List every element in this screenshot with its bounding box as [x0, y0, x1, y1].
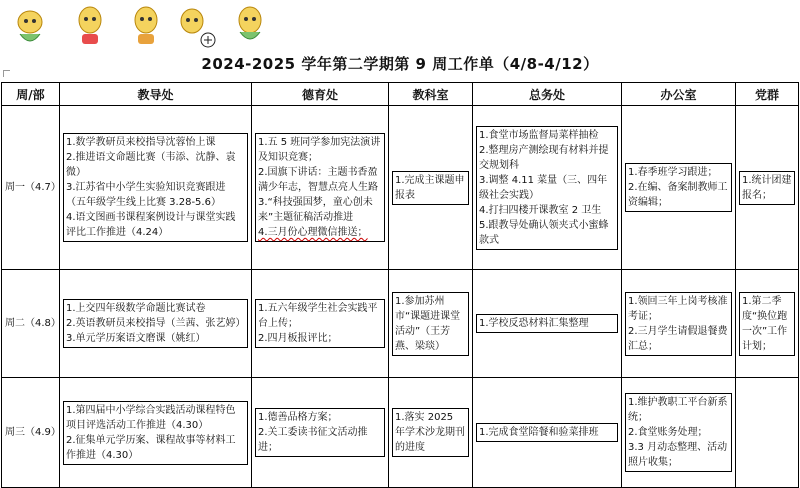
list-item: 1.德善品格方案； [258, 412, 338, 423]
list-item: 1.完成主课题申报表 [395, 174, 465, 201]
dangqun-cell [736, 378, 799, 488]
list-item: 2.国旗下讲话：主题书香盈满少年志，智慧点亮人生路 [258, 167, 378, 193]
header-bangong: 办公室 [622, 83, 736, 106]
list-item: 3.“科技强国梦，童心创未来”主题征稿活动推进 [258, 197, 373, 223]
header-jiaoke: 教科室 [389, 83, 473, 106]
jiaoke-cell [389, 106, 473, 270]
list-item: 1.食堂市场监督局菜样抽检 [479, 129, 599, 141]
header-row [2, 83, 799, 106]
list-item: 5.跟教导处确认领夹式小蜜蜂款式 [479, 219, 609, 246]
list-item: 1.学校反恐材料汇集整理 [479, 318, 589, 329]
list-item: 2.英语教研员来校指导（兰茜、张艺婷） [66, 318, 246, 329]
list-item: 1.春季班学习跟进； [628, 167, 718, 178]
dangqun-cell [736, 270, 799, 378]
zongwu-cell [473, 378, 622, 488]
week-cell: 周二（4.8） [2, 270, 60, 378]
header-zongwu: 总务处 [473, 83, 622, 106]
jiaodao-cell [60, 106, 252, 270]
list-item: 2.三月学生请假退餐费汇总； [628, 325, 728, 352]
dangqun-cell [736, 106, 799, 270]
list-item: 2.整理房产测绘现有材料并提交规划科 [479, 144, 609, 171]
bangong-cell [622, 378, 736, 488]
mascot-icon [18, 11, 42, 41]
list-item: 1.统计团建报名； [742, 174, 792, 201]
deyu-cell [252, 270, 389, 378]
list-item: 3.调整 4.11 菜量（三、四年级社会实践） [479, 174, 608, 201]
mascot-icon [239, 7, 261, 39]
zongwu-cell [473, 270, 622, 378]
list-item: 2.推进语文命题比赛（韦添、沈静、袁微） [66, 152, 236, 178]
jiaodao-cell [60, 270, 252, 378]
zongwu-cell [473, 106, 622, 270]
header-dangqun: 党群 [736, 83, 799, 106]
work-schedule-table [1, 82, 799, 488]
list-item: 4.打扫四楼开课教室 2 卫生 [479, 204, 602, 216]
mascot-icon [181, 9, 215, 47]
list-item: 1.第二季度“换位跑一次”工作计划； [742, 295, 788, 352]
list-item: 1.第四届中小学综合实践活动课程特色项目评选活动工作推进（4.30） [66, 404, 236, 431]
jiaoke-cell [389, 270, 473, 378]
jiaoke-cell [389, 378, 473, 488]
list-item: 4.语文图画书课程案例设计与课堂实践评比工作推进（4.24） [66, 212, 236, 238]
week-cell: 周一（4.7） [2, 106, 60, 270]
page-title: 2024-2025 学年第二学期第 9 周工作单（4/8-4/12） [201, 55, 599, 73]
header-deyu: 德育处 [252, 83, 389, 106]
list-item: 2.征集单元学历案、课程故事等材料工作推进（4.30） [66, 434, 236, 461]
list-item: 1.上交四年级数学命题比赛试卷 [66, 303, 206, 314]
bangong-cell [622, 270, 736, 378]
header-week: 周/部 [2, 83, 60, 106]
table-row [2, 106, 799, 270]
mascot-banner [6, 0, 296, 50]
list-item: 2.在编、备案制教师工资编辑； [628, 182, 728, 208]
table-row [2, 378, 799, 488]
margin-mark [3, 70, 10, 77]
bangong-cell [622, 106, 736, 270]
header-jiaodao: 教导处 [60, 83, 252, 106]
mascot-icon [135, 7, 157, 44]
list-item: 2.四月板报评比； [258, 333, 338, 344]
list-item: 3.单元学历案语文磨课（姚红） [66, 333, 206, 344]
deyu-cell [252, 106, 389, 270]
list-item: 2.关工委读书征文活动推进； [258, 427, 368, 453]
list-item: 1.完成食堂陪餐和验菜排班 [479, 427, 599, 438]
list-item: 1.落实 2025 年学术沙龙期刊的进度 [395, 412, 465, 453]
jiaodao-cell [60, 378, 252, 488]
list-item: 1.五六年级学生社会实践平台上传； [258, 303, 378, 329]
list-item: 3.3 月动态整理、活动照片收集； [628, 442, 728, 468]
list-item: 1.领回三年上岗考核准考证； [628, 295, 728, 322]
table-row [2, 270, 799, 378]
week-cell: 周三（4.9） [2, 378, 60, 488]
list-item: 1.维护教职工平台新系统； [628, 397, 728, 423]
list-item: 4.三月份心理微信推送； [258, 227, 368, 238]
list-item: 1.五 5 班同学参加宪法演讲及知识竞赛； [258, 137, 381, 163]
deyu-cell [252, 378, 389, 488]
list-item: 1.参加苏州市“课题进课堂活动”（王芳燕、梁琰） [395, 295, 461, 352]
list-item: 1.数学教研员来校指导沈蓉怡上课 [66, 137, 216, 148]
list-item: 2.食堂账务处理； [628, 427, 708, 438]
list-item: 3.江苏省中小学生实验知识竞赛跟进（五年级学生线上比赛 3.28-5.6） [66, 182, 226, 208]
mascot-icon [79, 7, 101, 44]
